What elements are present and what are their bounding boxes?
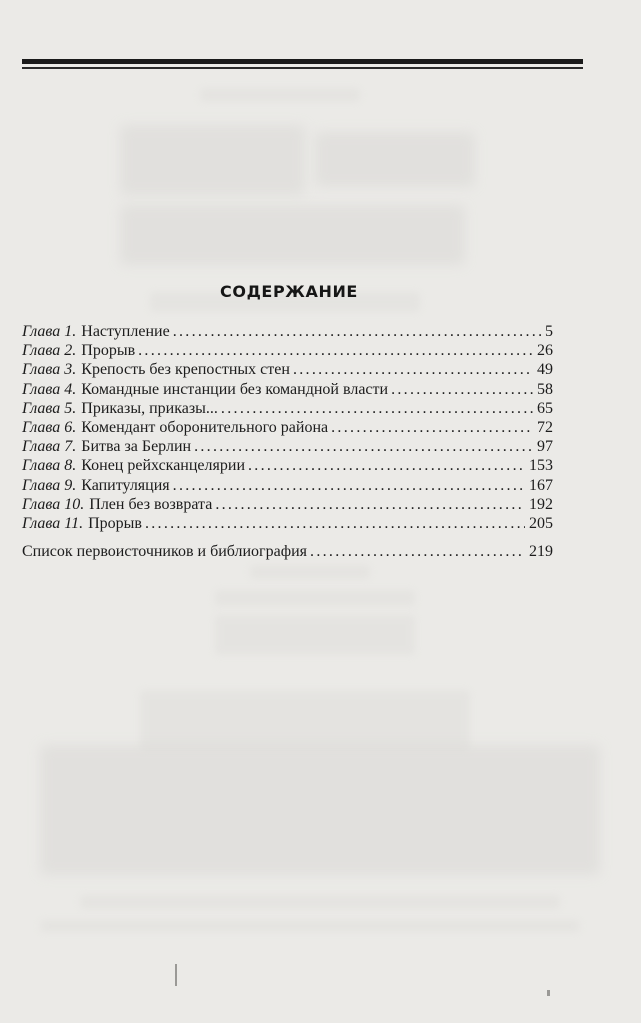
contents-heading: СОДЕРЖАНИЕ <box>220 282 358 301</box>
show-through <box>200 88 360 102</box>
chapter-title: Прорыв <box>88 514 142 532</box>
page-number: 72 <box>537 418 553 436</box>
show-through <box>40 920 580 932</box>
chapter-label: Глава 3. <box>22 361 77 379</box>
toc-entry <box>22 418 553 437</box>
chapter-label: Глава 11. <box>22 514 84 532</box>
chapter-title: Командные инстанции без командной власти <box>81 380 389 398</box>
page-number: 49 <box>537 361 553 379</box>
dot-leader <box>138 341 533 360</box>
chapter-label: Глава 4. <box>22 380 77 398</box>
chapter-label: Глава 2. <box>22 342 77 360</box>
show-through <box>120 125 305 195</box>
page-number: 65 <box>537 399 553 417</box>
page-number: 153 <box>529 457 553 475</box>
show-through <box>40 745 600 875</box>
chapter-title: Приказы, приказы... <box>81 399 218 417</box>
dot-leader <box>248 456 525 475</box>
page-number: 205 <box>529 514 553 532</box>
dot-leader <box>194 437 533 456</box>
dot-leader <box>173 322 541 341</box>
chapter-title: Конец рейхсканцелярии <box>81 457 245 475</box>
dot-leader <box>215 495 525 514</box>
dot-leader <box>310 542 525 561</box>
chapter-label: Глава 10. <box>22 495 85 513</box>
scan-mark <box>175 964 177 986</box>
top-double-rule <box>22 59 583 69</box>
toc-entry <box>22 476 553 495</box>
page-number: 5 <box>545 323 553 340</box>
scan-mark <box>547 990 550 996</box>
chapter-label: Глава 9. <box>22 476 77 494</box>
chapter-label: Глава 7. <box>22 438 77 456</box>
chapter-title: Прорыв <box>81 342 136 360</box>
page-number: 167 <box>529 476 553 494</box>
show-through <box>215 590 415 606</box>
chapter-title: Наступление <box>81 323 170 340</box>
page-number: 192 <box>529 495 553 513</box>
page-number: 26 <box>537 342 553 360</box>
toc-entry <box>22 399 553 418</box>
dot-leader <box>221 399 533 418</box>
dot-leader <box>173 476 525 495</box>
page-number: 58 <box>537 380 553 398</box>
toc-entry <box>22 514 553 533</box>
toc-entry <box>22 456 553 475</box>
toc-entry-bibliography <box>22 542 553 561</box>
show-through <box>120 205 465 265</box>
dot-leader <box>145 514 525 533</box>
toc-entry <box>22 495 553 514</box>
chapter-label: Глава 1. <box>22 323 77 340</box>
dot-leader <box>391 380 533 399</box>
toc-entry <box>22 341 553 360</box>
dot-leader <box>293 360 533 379</box>
toc-entry <box>22 322 553 341</box>
chapter-title: Плен без возврата <box>89 495 213 513</box>
table-of-contents <box>22 322 553 533</box>
toc-entry <box>22 380 553 399</box>
chapter-label: Глава 6. <box>22 418 77 436</box>
chapter-title: Крепость без крепостных стен <box>81 361 290 379</box>
toc-entry <box>22 360 553 379</box>
dot-leader <box>331 418 533 437</box>
show-through <box>215 615 415 655</box>
show-through <box>250 565 370 579</box>
chapter-title: Комендант оборонительного района <box>81 418 329 436</box>
chapter-label: Глава 8. <box>22 457 77 475</box>
chapter-title: Битва за Берлин <box>81 438 192 456</box>
show-through <box>140 690 470 750</box>
chapter-title: Капитуляция <box>81 476 170 494</box>
page-number: 219 <box>529 543 553 560</box>
bibliography-title: Список первоисточников и библиография <box>22 543 308 560</box>
page-number: 97 <box>537 438 553 456</box>
show-through <box>315 132 475 187</box>
toc-entry <box>22 437 553 456</box>
show-through <box>80 895 560 909</box>
chapter-label: Глава 5. <box>22 399 77 417</box>
